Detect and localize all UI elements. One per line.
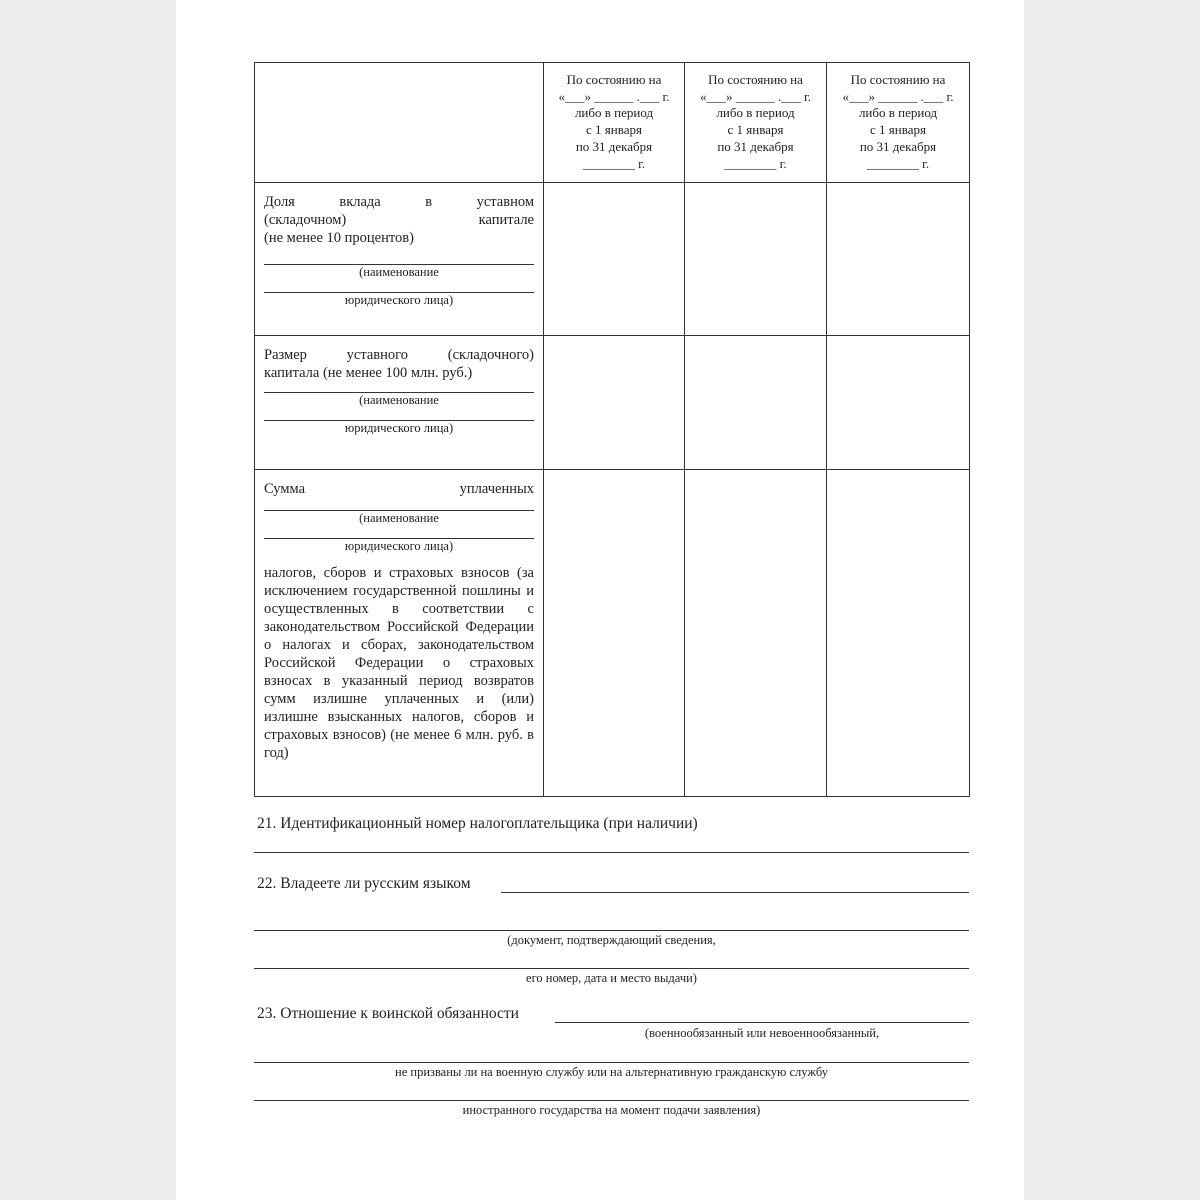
fill-caption: (наименование [359,511,439,525]
header-line: По состоянию на [850,72,946,87]
fill-caption: (наименование [359,393,439,407]
q21-label: 21. Идентификационный номер налогоплательщика (при наличии) [257,815,698,832]
row-text: Сумма уплаченных [264,481,534,497]
value-cell[interactable] [827,470,970,797]
header-year-line: ________ г. [582,155,646,171]
fill-caption: юридического лица) [344,539,454,553]
q22-caption: его номер, дата и место выдачи) [526,971,697,985]
value-cell[interactable] [544,470,685,797]
header-date-line: «___» ______ .___ г. [842,88,954,104]
table-row [255,470,970,797]
q22-document-line[interactable] [254,930,969,931]
fill-caption: (наименование [359,265,439,279]
header-year-line: ________ г. [724,155,787,171]
q23-caption: иностранного государства на момент подачи заявления) [462,1103,761,1117]
row-text: Доля вклада в уставном [264,194,534,210]
row-label-share [255,183,544,336]
value-cell[interactable] [827,183,970,336]
header-date-line: «___» ______ .___ г. [558,88,670,104]
header-line: по 31 декабря [717,138,794,154]
header-line: с 1 января [870,122,926,138]
q23-caption: (военнообязанный или невоеннообязанный, [644,1026,880,1040]
header-column-1 [544,63,685,183]
q23-caption: не призваны ли на военную службу или на альтернативную гражданскую службу [395,1065,828,1079]
header-line: По состоянию на [566,72,662,87]
header-line: либо в период [858,105,938,121]
value-cell[interactable] [685,336,827,470]
q21-input-line[interactable] [254,852,969,853]
table-row [255,336,970,470]
document-page [176,0,1024,1200]
header-empty-cell [255,63,544,183]
q22-caption: (документ, подтверждающий сведения, [507,933,716,947]
header-line: По состоянию на [708,72,803,87]
fill-caption: юридического лица) [344,293,454,307]
row-text: налогов, сборов и страховых взносов (за исключением государственной пошлины и осуществленных в соответствии с законодательством Российской Федерации о налогах и сборах, законодательством Российской Федерации о страховых взносах в указанный период возвратов сумм излишне уплаченных и (или) излишне взысканных налогов, сборов и страховых взносов) (не менее 6 млн. руб. в год) [264,565,534,761]
value-cell[interactable] [544,336,685,470]
header-line: с 1 января [727,122,784,138]
header-line: с 1 января [586,122,642,138]
header-line: по 31 декабря [575,138,653,154]
row-text: (не менее 10 процентов) [264,230,414,246]
q23-label: 23. Отношение к воинской обязанности [257,1005,519,1022]
header-line: либо в период [574,105,654,121]
table-header-row [255,63,970,183]
value-cell[interactable] [685,183,827,336]
value-cell[interactable] [685,470,827,797]
q23-input-line[interactable] [555,1022,969,1023]
header-line: по 31 декабря [859,138,937,154]
q23-line[interactable] [254,1062,969,1063]
row-label-taxes [255,470,544,797]
value-cell[interactable] [827,336,970,470]
q22-details-line[interactable] [254,968,969,969]
row-text: капитала (не менее 100 млн. руб.) [264,365,473,381]
header-date-line: «___» ______ .___ г. [699,88,812,104]
row-label-capital [255,336,544,470]
q22-label: 22. Владеете ли русским языком [257,875,471,892]
fill-caption: юридического лица) [344,421,454,435]
declaration-table [254,62,970,797]
header-line: либо в период [716,105,795,121]
table-row [255,183,970,336]
header-column-2 [685,63,827,183]
q23-line[interactable] [254,1100,969,1101]
q22-input-line[interactable] [501,892,969,893]
header-column-3 [827,63,970,183]
row-text: (складочном) капитале [264,212,534,228]
value-cell[interactable] [544,183,685,336]
row-text: Размер уставного (складочного) [264,347,534,363]
header-year-line: ________ г. [866,155,930,171]
